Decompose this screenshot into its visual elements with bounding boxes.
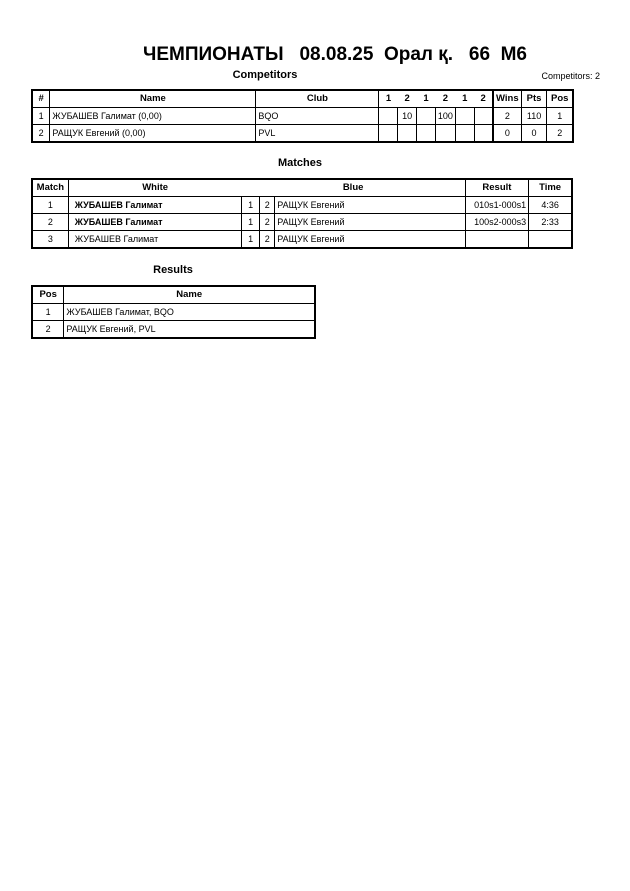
competitors-heading: Competitors <box>232 69 298 81</box>
competitors-table <box>31 89 574 143</box>
table-row <box>32 197 572 214</box>
competitor-name: ЖУБАШЕВ Галимат (0,00) <box>50 108 256 125</box>
table-row <box>32 304 315 321</box>
score-cell <box>398 125 417 143</box>
match-time <box>529 231 572 249</box>
competitor-club: PVL <box>256 125 379 143</box>
results-header-row <box>32 286 315 304</box>
match-result: 100s2-000s3 <box>465 214 528 231</box>
match-num: 1 <box>32 197 68 214</box>
competitor-pts: 0 <box>521 125 547 143</box>
score-cell: 100 <box>435 108 455 125</box>
competitor-pos: 1 <box>547 108 573 125</box>
match-num: 2 <box>32 214 68 231</box>
table-row <box>32 231 572 249</box>
col-r4: 2 <box>435 90 455 108</box>
col-club: Club <box>256 90 379 108</box>
col-result: Result <box>465 179 528 197</box>
match-blue: РАЩУК Евгений <box>275 197 465 214</box>
match-blue: РАЩУК Евгений <box>275 231 465 249</box>
col-r3: 1 <box>417 90 436 108</box>
match-score-b: 2 <box>260 197 275 214</box>
col-pts: Pts <box>521 90 547 108</box>
col-pos: Pos <box>547 90 573 108</box>
score-cell <box>379 108 398 125</box>
col-time: Time <box>529 179 572 197</box>
competitor-club: BQO <box>256 108 379 125</box>
match-score-a: 1 <box>242 197 260 214</box>
competitor-wins: 2 <box>493 108 521 125</box>
table-row <box>32 108 573 125</box>
score-cell: 10 <box>398 108 417 125</box>
match-blue: РАЩУК Евгений <box>275 214 465 231</box>
score-cell <box>455 125 474 143</box>
match-white: ЖУБАШЕВ Галимат <box>68 197 241 214</box>
matches-table <box>31 178 573 249</box>
results-heading: Results <box>153 264 193 276</box>
col-white: White <box>68 179 241 197</box>
score-cell <box>455 108 474 125</box>
result-pos: 2 <box>32 321 64 339</box>
score-cell <box>435 125 455 143</box>
competitors-count: Competitors: 2 <box>541 71 600 81</box>
results-table <box>31 285 316 339</box>
score-cell <box>379 125 398 143</box>
match-time: 2:33 <box>529 214 572 231</box>
competitor-pos: 2 <box>547 125 573 143</box>
score-cell <box>474 108 493 125</box>
match-score-b: 2 <box>260 214 275 231</box>
competitors-header-row <box>32 90 573 108</box>
match-time: 4:36 <box>529 197 572 214</box>
col-r6: 2 <box>474 90 493 108</box>
page-title: ЧЕМПИОНАТЫ 08.08.25 Орал қ. 66 М6 <box>142 44 527 65</box>
competitor-num: 2 <box>32 125 50 143</box>
score-cell <box>417 108 436 125</box>
matches-header-row <box>32 179 572 197</box>
result-pos: 1 <box>32 304 64 321</box>
table-row <box>32 125 573 143</box>
score-cell <box>474 125 493 143</box>
competitor-num: 1 <box>32 108 50 125</box>
matches-heading: Matches <box>277 157 323 169</box>
col-name: Name <box>64 286 315 304</box>
competitor-name: РАЩУК Евгений (0,00) <box>50 125 256 143</box>
match-score-a: 1 <box>242 214 260 231</box>
match-score-b: 2 <box>260 231 275 249</box>
col-r1: 1 <box>379 90 398 108</box>
col-r5: 1 <box>455 90 474 108</box>
competitor-wins: 0 <box>493 125 521 143</box>
col-wins: Wins <box>493 90 521 108</box>
match-white: ЖУБАШЕВ Галимат <box>68 231 241 249</box>
col-match: Match <box>32 179 68 197</box>
table-row <box>32 321 315 339</box>
col-pos: Pos <box>32 286 64 304</box>
match-white: ЖУБАШЕВ Галимат <box>68 214 241 231</box>
result-name: ЖУБАШЕВ Галимат, BQO <box>64 304 315 321</box>
col-name: Name <box>50 90 256 108</box>
result-name: РАЩУК Евгений, PVL <box>64 321 315 339</box>
match-result: 010s1-000s1 <box>465 197 528 214</box>
match-num: 3 <box>32 231 68 249</box>
score-cell <box>417 125 436 143</box>
match-score-a: 1 <box>242 231 260 249</box>
col-blue: Blue <box>242 179 466 197</box>
match-result <box>465 231 528 249</box>
col-r2: 2 <box>398 90 417 108</box>
col-num: # <box>32 90 50 108</box>
table-row <box>32 214 572 231</box>
competitor-pts: 110 <box>521 108 547 125</box>
